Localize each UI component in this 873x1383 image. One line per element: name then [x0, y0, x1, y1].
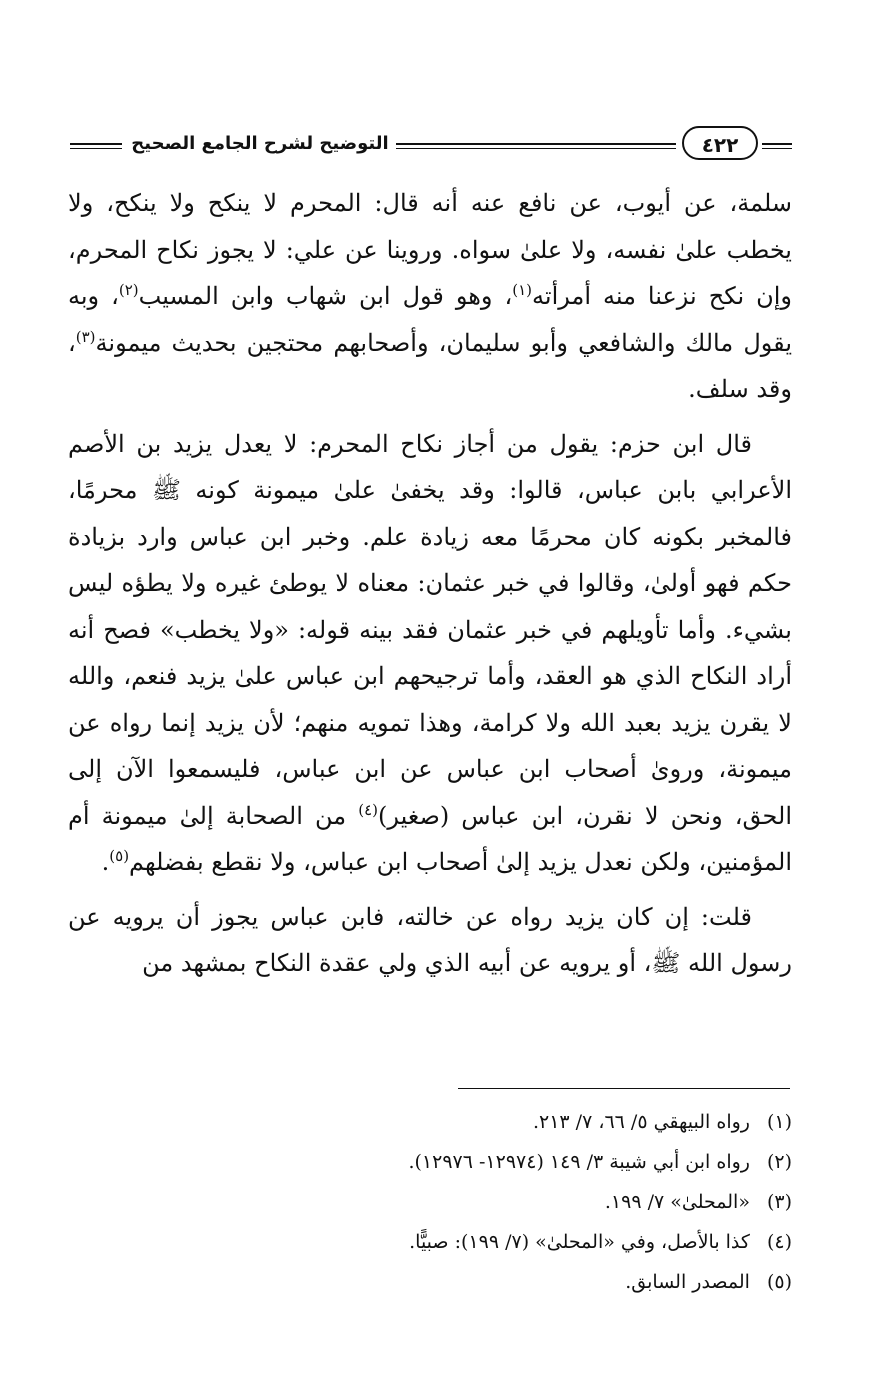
footnote-number: (٥)	[766, 1271, 792, 1293]
footnote-text: رواه ابن أبي شيبة ٣/ ١٤٩ (١٢٩٧٤- ١٢٩٧٦).	[408, 1151, 750, 1173]
footnote-marker: (٤)	[358, 800, 379, 819]
text-run: ، وقد سلف.	[68, 328, 792, 403]
running-header	[70, 126, 792, 164]
paragraph	[68, 180, 792, 413]
footnote-marker: (٢)	[118, 281, 139, 299]
footnote	[68, 1142, 792, 1182]
header-rule-right	[762, 143, 792, 149]
footnote-text: رواه البيهقي ٥/ ٦٦، ٧/ ٢١٣.	[532, 1111, 750, 1133]
footnote	[68, 1222, 792, 1262]
header-rule-middle	[396, 143, 676, 149]
footnote-text: «المحلىٰ» ٧/ ١٩٩.	[604, 1191, 750, 1213]
paragraph	[68, 894, 792, 987]
footnote-marker: (١)	[512, 281, 533, 299]
text-run: سلمة، عن أيوب، عن نافع عنه أنه قال: المحرم لا ينكح ولا ينكح، ولا يخطب علىٰ نفسه، ولا علىٰ سواه. وروينا عن علي: لا يجوز نكاح المحرم، وإن نكح نزعنا منه أمرأته	[68, 189, 792, 310]
footnote-text: كذا بالأصل، وفي «المحلىٰ» (٧/ ١٩٩): صبيًّا.	[409, 1231, 750, 1253]
header-rule-left	[70, 143, 122, 149]
text-run: ، وبه يقول مالك والشافعي وأبو سليمان، وأصحابهم محتجين بحديث ميمونة	[68, 282, 792, 357]
paragraph	[68, 421, 792, 886]
text-run: من الصحابة إلىٰ ميمونة أم المؤمنين، ولكن نعدل يزيد إلىٰ أصحاب ابن عباس، ولا نقطع بفضلهم	[68, 801, 792, 876]
page-number: ٤٢٢	[682, 126, 758, 160]
text-run: ، وهو قول ابن شهاب وابن المسيب	[138, 282, 513, 310]
footnote-text: المصدر السابق.	[625, 1271, 750, 1293]
text-run: قلت: إن كان يزيد رواه عن خالته، فابن عباس يجوز أن يرويه عن رسول الله ﷺ، أو يرويه عن أبيه الذي ولي عقدة النكاح بمشهد من	[68, 902, 792, 977]
footnote-marker: (٥)	[109, 847, 130, 865]
footnote-number: (٣)	[766, 1191, 792, 1213]
footnote	[68, 1262, 792, 1302]
footnote-number: (١)	[766, 1111, 792, 1133]
footnote-marker: (٣)	[75, 327, 96, 346]
footnote-number: (٢)	[766, 1151, 792, 1173]
footnote-number: (٤)	[766, 1231, 792, 1253]
text-run: قال ابن حزم: يقول من أجاز نكاح المحرم: لا يعدل يزيد بن الأصم الأعرابي بابن عباس، قالوا: وقد يخفىٰ علىٰ ميمونة كونه ﷺ محرمًا، فالمخبر بكونه كان محرمًا معه زيادة علم. وخبر ابن عباس وارد بزيادة حكم فهو أولىٰ، وقالوا في خبر عثمان: معناه لا يوطئ غيره ولا يطؤه ليس بشيء. وأما تأويلهم في خبر عثمان فقد بينه قوله: «ولا يخطب» فصح أنه أراد النكاح الذي هو العقد، وأما ترجيحهم ابن عباس علىٰ يزيد فنعم، والله لا يقرن يزيد بعبد الله ولا كرامة، وهذا تمويه منهم؛ لأن يزيد إنما رواه عن ميمونة، وروىٰ أصحاب ابن عباس عن ابن عباس، فليسمعوا الآن إلى الحق، ونحن لا نقرن، ابن عباس (صغير)	[68, 429, 792, 830]
footnote	[68, 1102, 792, 1142]
footnote-separator	[458, 1088, 790, 1089]
running-title: التوضيح لشرح الجامع الصحيح	[131, 133, 389, 154]
footnotes	[68, 1102, 792, 1302]
text-run: .	[101, 848, 110, 876]
main-text	[68, 180, 792, 995]
footnote	[68, 1182, 792, 1222]
